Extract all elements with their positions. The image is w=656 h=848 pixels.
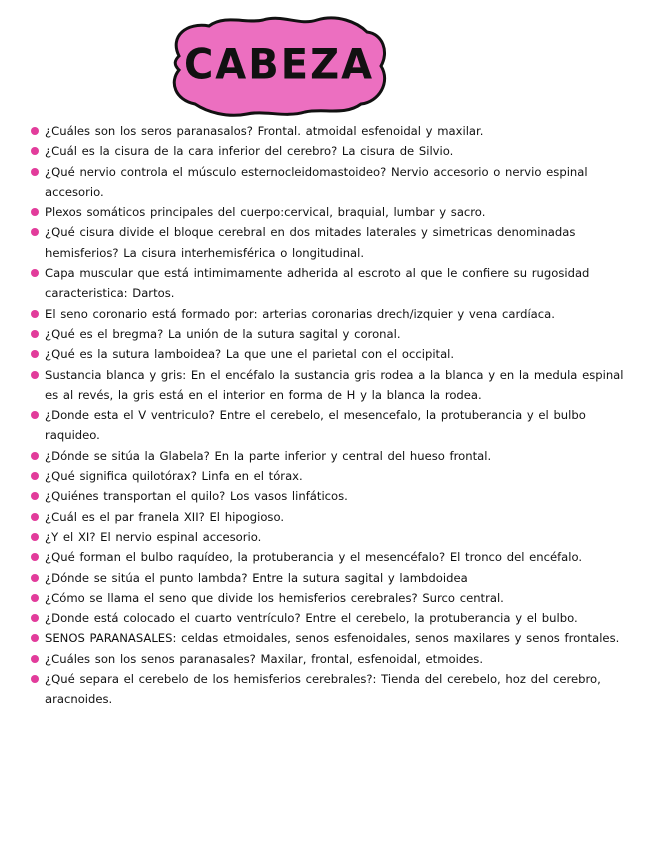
bullet-dot-icon — [31, 533, 39, 541]
title-badge — [165, 12, 393, 120]
list-item — [30, 222, 630, 263]
bullet-dot-icon — [31, 269, 39, 277]
list-item-text: ¿Donde está colocado el cuarto ventrículo? Entre el cerebelo, la protuberancia y el bulbo. — [45, 611, 578, 626]
list-item-text: ¿Qué es la sutura lamboidea? La que une el parietal con el occipital. — [45, 347, 455, 362]
list-item — [30, 628, 630, 648]
list-item-text: ¿Qué significa quilotórax? Linfa en el tórax. — [45, 469, 303, 484]
list-item-text: ¿Y el XI? El nervio espinal accesorio. — [45, 529, 262, 544]
bullet-dot-icon — [31, 228, 39, 236]
list-item — [30, 162, 630, 203]
list-item — [30, 588, 630, 608]
list-item — [30, 547, 630, 567]
bullet-dot-icon — [31, 330, 39, 338]
bullet-dot-icon — [31, 655, 39, 663]
list-item-text: ¿Quiénes transportan el quilo? Los vasos linfáticos. — [45, 489, 348, 504]
list-item — [30, 568, 630, 588]
bullet-dot-icon — [31, 452, 39, 460]
qa-list — [30, 121, 630, 710]
list-item-text: ¿Qué cisura divide el bloque cerebral en dos mitades laterales y simetricas denominadas hemisferios? La cisura interhemisférica o longitudinal. — [45, 225, 576, 260]
list-item — [30, 141, 630, 161]
list-item — [30, 324, 630, 344]
bullet-dot-icon — [31, 127, 39, 135]
list-item — [30, 202, 630, 222]
bullet-dot-icon — [31, 574, 39, 582]
list-item-text: ¿Cuál es el par franela XII? El hipogioso. — [45, 509, 285, 524]
bullet-dot-icon — [31, 350, 39, 358]
list-item-text: ¿Dónde se sitúa el punto lambda? Entre la sutura sagital y lambdoidea — [45, 570, 468, 585]
list-item-text: ¿Cuáles son los senos paranasales? Maxilar, frontal, esfenoidal, etmoides. — [45, 651, 484, 666]
bullet-dot-icon — [31, 208, 39, 216]
bullet-dot-icon — [31, 147, 39, 155]
list-item — [30, 608, 630, 628]
list-item — [30, 649, 630, 669]
bullet-dot-icon — [31, 371, 39, 379]
bullet-dot-icon — [31, 553, 39, 561]
list-item-text: ¿Cuál es la cisura de la cara inferior del cerebro? La cisura de Silvio. — [45, 144, 454, 159]
bullet-dot-icon — [31, 492, 39, 500]
list-item-text: ¿Qué forman el bulbo raquídeo, la protuberancia y el mesencéfalo? El tronco del encéfalo. — [45, 550, 583, 565]
list-item-text: SENOS PARANASALES: celdas etmoidales, senos esfenoidales, senos maxilares y senos frontales. — [45, 631, 620, 646]
list-item — [30, 486, 630, 506]
list-item-text: El seno coronario está formado por: arterias coronarias drech/izquier y vena cardíaca. — [45, 306, 555, 321]
list-item — [30, 669, 630, 710]
list-item — [30, 507, 630, 527]
list-item-text: ¿Cómo se llama el seno que divide los hemisferios cerebrales? Surco central. — [45, 590, 504, 605]
list-item-text: ¿Cuáles son los seros paranasalos? Frontal. atmoidal esfenoidal y maxilar. — [45, 124, 484, 138]
bullet-dot-icon — [31, 675, 39, 683]
list-item — [30, 446, 630, 466]
list-item-text: ¿Dónde se sitúa la Glabela? En la parte inferior y central del hueso frontal. — [45, 448, 492, 463]
list-item-text: ¿Donde esta el V ventriculo? Entre el cerebelo, el mesencefalo, la protuberancia y el bulbo raquideo. — [45, 408, 586, 443]
bullet-dot-icon — [31, 513, 39, 521]
bullet-dot-icon — [31, 310, 39, 318]
list-item-text: Sustancia blanca y gris: En el encéfalo la sustancia gris rodea a la blanca y en la medula espinal es al revés, la gris está en el interior en forma de H y la blanca la rodea. — [45, 367, 624, 402]
bullet-dot-icon — [31, 594, 39, 602]
bullet-dot-icon — [31, 614, 39, 622]
list-item — [30, 365, 630, 406]
list-item — [30, 263, 630, 304]
list-item — [30, 405, 630, 446]
list-item — [30, 344, 630, 364]
bullet-dot-icon — [31, 411, 39, 419]
list-item — [30, 121, 630, 141]
list-item — [30, 466, 630, 486]
bullet-dot-icon — [31, 168, 39, 176]
list-item-text: Plexos somáticos principales del cuerpo:cervical, braquial, lumbar y sacro. — [45, 205, 486, 220]
list-item — [30, 304, 630, 324]
page-title: CABEZA — [183, 40, 375, 90]
list-item-text: ¿Qué es el bregma? La unión de la sutura sagital y coronal. — [45, 326, 401, 341]
list-item-text: ¿Qué separa el cerebelo de los hemisferios cerebrales?: Tienda del cerebelo, hoz del cerebro, aracnoides. — [45, 672, 601, 707]
bullet-dot-icon — [31, 634, 39, 642]
list-item-text: Capa muscular que está intimimamente adherida al escroto al que le confiere su rugosidad caracteristica: Dartos. — [45, 266, 590, 301]
list-item — [30, 527, 630, 547]
list-item-text: ¿Qué nervio controla el músculo esternocleidomastoideo? Nervio accesorio o nervio espinal accesorio. — [45, 164, 588, 199]
bullet-dot-icon — [31, 472, 39, 480]
